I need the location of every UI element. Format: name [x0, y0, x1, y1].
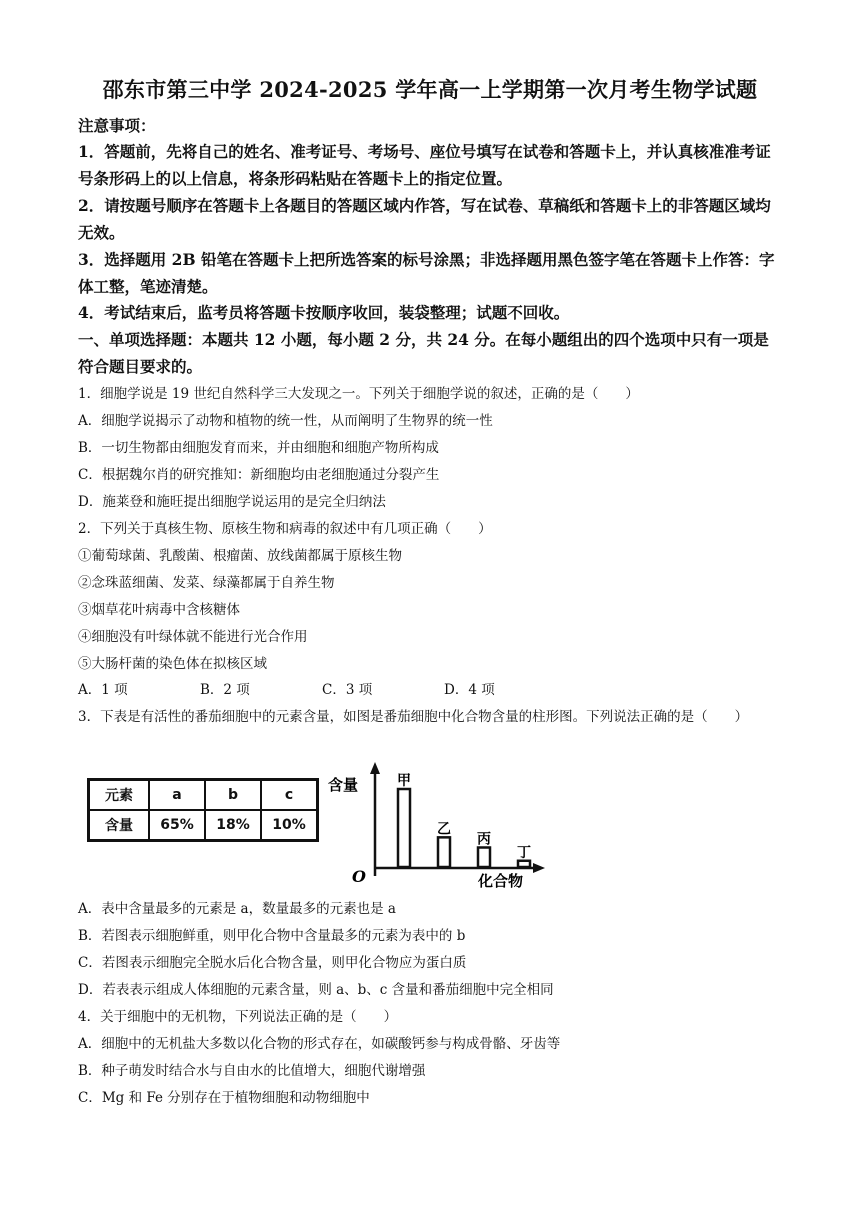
- question-4-stem: 4．关于细胞中的无机物，下列说法正确的是（ ）: [78, 1009, 398, 1025]
- question-3-option-c: C．若图表示细胞完全脱水后化合物含量，则甲化合物应为蛋白质: [78, 955, 467, 971]
- question-2-item-5: ⑤大肠杆菌的染色体在拟核区域: [78, 656, 267, 672]
- question-2-option-d: D．4 项: [444, 682, 495, 698]
- question-2-item-4: ④细胞没有叶绿体就不能进行光合作用: [78, 629, 308, 645]
- question-4-option-c: C．Mg 和 Fe 分别存在于植物细胞和动物细胞中: [78, 1090, 370, 1106]
- question-2-item-2: ②念珠蓝细菌、发菜、绿藻都属于自养生物: [78, 575, 335, 591]
- y-axis-arrow: [370, 762, 380, 774]
- notice-heading: 注意事项：: [78, 116, 156, 135]
- question-1-option-d: D．施莱登和施旺提出细胞学说运用的是完全归纳法: [78, 494, 386, 510]
- question-1-option-b: B．一切生物都由细胞发育而来，并由细胞和细胞产物所构成: [78, 440, 439, 456]
- question-1-option-a: A．细胞学说揭示了动物和植物的统一性，从而阐明了生物界的统一性: [78, 413, 493, 429]
- notice-item-2: 2．请按题号顺序在答题卡上各题目的答题区域内作答，写在试卷、草稿纸和答题卡上的非答题区域均无效。: [78, 196, 771, 242]
- bar-label-3: 丙: [477, 831, 491, 848]
- notice-item-3: 3．选择题用 2B 铅笔在答题卡上把所选答案的标号涂黑；非选择题用黑色签字笔在答题卡上作答：字体工整，笔迹清楚。: [78, 250, 775, 296]
- notice-item-1: 1．答题前，先将自己的姓名、准考证号、考场号、座位号填写在试卷和答题卡上，并认真核准准考证号条形码上的以上信息，将条形码粘贴在答题卡上的指定位置。: [78, 142, 771, 188]
- bar-label-2: 乙: [437, 821, 451, 838]
- question-3-option-b: B．若图表示细胞鲜重，则甲化合物中含量最多的元素为表中的 b: [78, 928, 466, 944]
- bar-2: [438, 837, 450, 867]
- x-axis-label: 化合物: [478, 872, 524, 890]
- table-cell: 65%: [149, 810, 205, 841]
- question-2-stem: 2．下列关于真核生物、原核生物和病毒的叙述中有几项正确（ ）: [78, 521, 492, 537]
- bar-label-4: 丁: [517, 844, 531, 861]
- bar-1: [398, 789, 410, 867]
- origin-label: O: [352, 867, 366, 886]
- question-4-option-b: B．种子萌发时结合水与自由水的比值增大，细胞代谢增强: [78, 1063, 426, 1079]
- table-header-cell: 元素: [89, 780, 150, 811]
- question-2-option-b: B．2 项: [200, 682, 250, 698]
- page-title: 邵东市第三中学 2024-2025 学年高一上学期第一次月考生物学试题: [102, 77, 758, 102]
- question-3-option-a: A．表中含量最多的元素是 a，数量最多的元素也是 a: [78, 901, 396, 917]
- bar-3: [478, 848, 490, 868]
- question-2-item-1: ①葡萄球菌、乳酸菌、根瘤菌、放线菌都属于原核生物: [78, 548, 402, 564]
- question-3-option-d: D．若表表示组成人体细胞的元素含量，则 a、b、c 含量和番茄细胞中完全相同: [78, 982, 554, 998]
- element-content-table: [87, 778, 319, 842]
- y-axis-label: 含量: [328, 776, 359, 794]
- section-heading: 一、单项选择题：本题共 12 小题，每小题 2 分，共 24 分。在每小题组出的四个选项中只有一项是符合题目要求的。: [78, 330, 769, 376]
- table-cell: 18%: [205, 810, 261, 841]
- bars-group: [397, 773, 531, 867]
- question-4-option-a: A．细胞中的无机盐大多数以化合物的形式存在，如碳酸钙参与构成骨骼、牙齿等: [78, 1036, 561, 1052]
- question-2-item-3: ③烟草花叶病毒中含核糖体: [78, 602, 240, 618]
- question-1-option-c: C．根据魏尔肖的研究推知：新细胞均由老细胞通过分裂产生: [78, 467, 440, 483]
- table-cell: 含量: [89, 810, 150, 841]
- table-header-cell: b: [205, 780, 261, 811]
- table-row: [89, 780, 318, 811]
- table-header-cell: a: [149, 780, 205, 811]
- question-2-option-c: C．3 项: [322, 682, 373, 698]
- question-3-stem: 3．下表是有活性的番茄细胞中的元素含量，如图是番茄细胞中化合物含量的柱形图。下列说法正确的是（ ）: [78, 709, 749, 725]
- notice-item-4: 4．考试结束后，监考员将答题卡按顺序收回，装袋整理；试题不回收。: [78, 303, 570, 322]
- question-2-options: [78, 680, 566, 700]
- table-cell: 10%: [261, 810, 318, 841]
- x-axis-arrow: [533, 863, 545, 873]
- table-header-cell: c: [261, 780, 318, 811]
- question-2-option-a: A．1 项: [78, 682, 128, 698]
- bar-label-1: 甲: [397, 773, 411, 789]
- bar-4: [518, 861, 530, 867]
- compound-bar-chart: [328, 760, 548, 890]
- question-3-figure: [85, 760, 555, 890]
- table-row: [89, 810, 318, 841]
- question-1-stem: 1．细胞学说是 19 世纪自然科学三大发现之一。下列关于细胞学说的叙述，正确的是（ ）: [78, 386, 639, 402]
